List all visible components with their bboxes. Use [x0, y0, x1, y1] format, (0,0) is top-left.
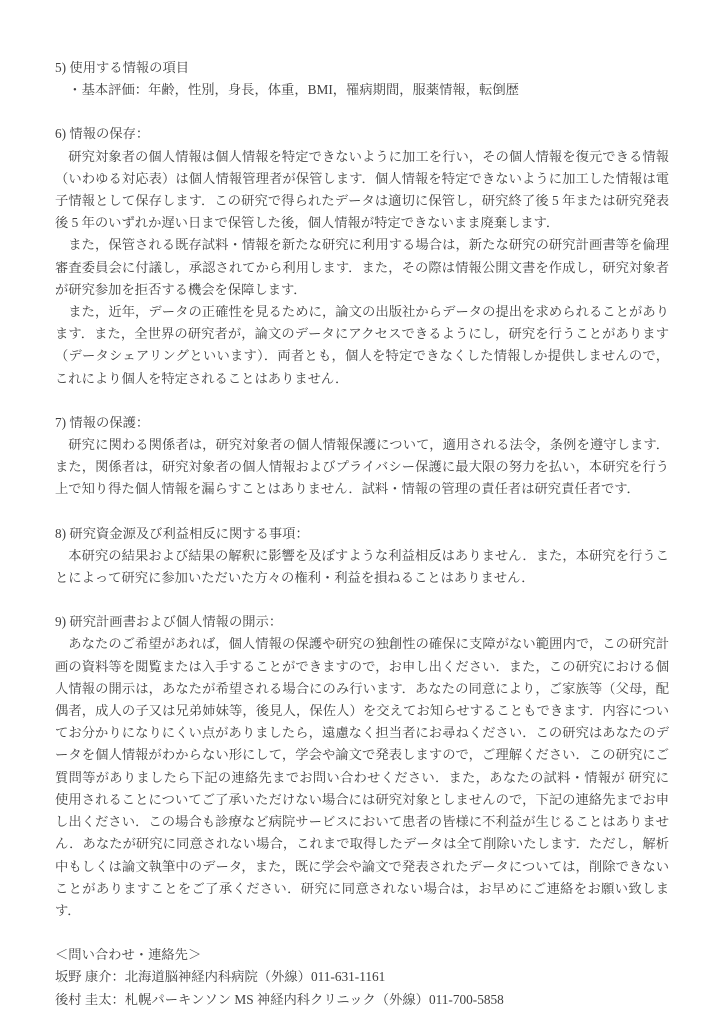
storage-paragraph-3: また，近年，データの正確性を見るために，論文の出版社からデータの提出を求められることがあります．また，全世界の研究者が，論文のデータにアクセスできるようにし，研究を行うことがあります（データシェアリングといいます）．両者とも，個人を特定できなくした情報しか提供しませんので，これにより個人を特定されることはありません．: [55, 304, 669, 386]
conflict-paragraph: 本研究の結果および結果の解釈に影響を及ぼすような利益相反はありません．また，本研究を行うことによって研究に参加いただいた方々の権利・利益を損ねることはありません．: [55, 547, 669, 586]
section-used-information-items: [55, 57, 669, 101]
section-heading-8: 8) 研究資金源及び利益相反に関する事項：: [55, 525, 309, 541]
section-funding-conflict-of-interest: [55, 523, 669, 590]
section-information-protection: [55, 412, 669, 501]
disclosure-paragraph: あなたのご希望があれば，個人情報の保護や研究の独創性の確保に支障がない範囲内で，この研究計画の資料等を閲覧または入手することができますので，お申し出ください．また，この研究における個人情報の開示は，あなたが希望される場合にのみ行います．あなたの同意により，ご家族等（父母，配偶者，成人の子又は兄弟姉妹等，後見人，保佐人）を交えてお知らせすることもできます．内容についてお分かりになりにくい点がありましたら，遠慮なく担当者にお尋ねください．この研究はあなたのデータを個人情報がわからない形にして，学会や論文で発表しますので，ご理解ください．この研究にご質問等がありましたら下記の連絡先までお問い合わせください．また，あなたの試料・情報が 研究に使用されることについてご了承いただけない場合には研究対象としませんので，下記の連絡先までお申し出ください．この場合も診療など病院サービスにおいて患者の皆様に不利益が生じることはありません．あなたが研究に同意されない場合，これまで取得したデータは全て削除いたします．ただし，解析中もしくは論文執筆中のデータ，また，既に学会や論文で発表されたデータについては，削除できないことがありますことをご了承ください．研究に同意されない場合は，お早めにご連絡をお願い致します．: [55, 636, 669, 918]
contact-heading: ＜問い合わせ・連絡先＞: [55, 947, 202, 963]
section-plan-and-disclosure: [55, 611, 669, 922]
section-heading-7: 7) 情報の保護：: [55, 414, 150, 430]
section-information-storage: [55, 123, 669, 389]
section-heading-6: 6) 情報の保存：: [55, 126, 150, 142]
storage-paragraph-1: 研究対象者の個人情報は個人情報を特定できないように加工を行い，その個人情報を復元できる情報（いわゆる対応表）は個人情報管理者が保管します．個人情報を特定できないように加工した情報は電子情報として保存します．この研究で得られたデータは適切に保管し，研究終了後 5 年または研究発表後 5 年のいずれか遅い日まで保管した後，個人情報が特定できないまま廃棄します．: [55, 148, 669, 231]
basic-evaluation-bullet: ・基本評価：年齢，性別，身長，体重，BMI，罹病期間，服薬情報，転倒歴: [68, 82, 519, 98]
contact-section: [55, 944, 669, 1011]
section-heading-9: 9) 研究計画書および個人情報の開示：: [55, 614, 283, 630]
protection-paragraph: 研究に関わる関係者は，研究対象者の個人情報保護について，適用される法令，条例を遵守します．また，関係者は，研究対象者の個人情報およびプライバシー保護に最大限の努力を払い，本研究を行う上で知り得た個人情報を漏らすことはありません．試料・情報の管理の責任者は研究責任者です．: [55, 437, 669, 497]
contact-entry-sakano: 坂野 康介：北海道脳神経内科病院（外線）011-631-1161: [55, 969, 386, 985]
storage-paragraph-2: また，保管される既存試料・情報を新たな研究に利用する場合は，新たな研究の研究計画書等を倫理審査委員会に付議し，承認されてから利用します．また，その際は情報公開文書を作成し，研究対象者が研究参加を拒否する機会を保障します．: [55, 237, 669, 297]
contact-entry-gomura: 後村 圭太：札幌パーキンソン MS 神経内科クリニック（外線）011-700-5858: [55, 991, 504, 1007]
section-heading-5: 5) 使用する情報の項目: [55, 60, 190, 75]
